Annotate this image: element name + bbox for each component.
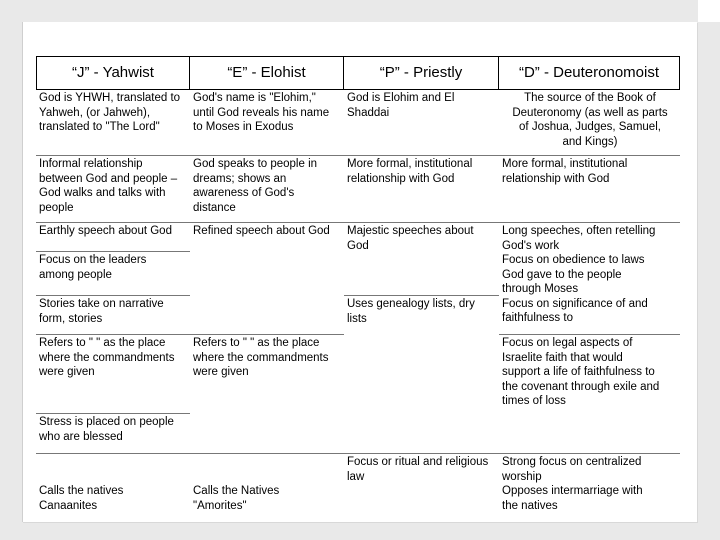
slide-corner xyxy=(698,0,720,22)
cell-j-name: God is YHWH, translated to Yahweh, (or Jahweh), translated to "The Lord" xyxy=(39,92,181,133)
cell-d-relationship: More formal, institutional relationship with God xyxy=(499,155,680,222)
cell-j-place: Refers to " " as the place where the commandments were given xyxy=(36,334,190,413)
cell-d-worship: Strong focus on centralized worship Opposes intermarriage with the natives xyxy=(499,453,680,504)
cell-p-relationship: More formal, institutional relationship with God xyxy=(344,155,499,222)
header-elohist: “E” - Elohist xyxy=(190,56,344,90)
sources-table xyxy=(36,56,680,516)
cell-j-natives: Calls the natives Canaanites xyxy=(36,453,190,504)
cell-d-speech: Long speeches, often retelling God's work Focus on obedience to laws God gave to the people through Moses Focus on significance of and faithfulness to xyxy=(499,222,680,334)
cell-d-name: The source of the Book of Deuteronomy (as well as parts of Joshua, Judges, Samuel, and Kings) xyxy=(512,92,668,148)
cell-j-blessed: Stress is placed on people who are blessed xyxy=(36,413,190,453)
cell-d-legal: Focus on legal aspects of Israelite faith that would support a life of faithfulness to the covenant through exile and times of loss xyxy=(499,334,680,413)
cell-p-speech: Majestic speeches about God xyxy=(344,222,499,251)
header-deuteronomist: “D” - Deuteronomoist xyxy=(499,56,680,90)
cell-p-name: God is Elohim and El Shaddai xyxy=(347,92,455,119)
cell-j-leaders: Focus on the leaders among people xyxy=(36,251,190,295)
cell-e-relationship: God speaks to people in dreams; shows an awareness of God's distance xyxy=(190,155,344,222)
header-yahwist: “J” - Yahwist xyxy=(36,56,190,90)
cell-j-narrative: Stories take on narrative form, stories xyxy=(36,295,190,334)
cell-e-speech: Refined speech about God xyxy=(190,222,344,251)
cell-e-name: God's name is "Elohim," until God reveals his name to Moses in Exodus xyxy=(193,92,330,133)
cell-j-relationship: Informal relationship between God and people – God walks and talks with people xyxy=(36,155,190,222)
cell-e-natives: Calls the Natives "Amorites" xyxy=(190,453,344,504)
cell-p-genealogy: Uses genealogy lists, dry lists xyxy=(344,295,499,334)
cell-p-ritual: Focus or ritual and religious law xyxy=(344,453,499,504)
cell-e-place: Refers to " " as the place where the commandments were given xyxy=(190,334,344,413)
cell-j-speech: Earthly speech about God xyxy=(36,222,190,251)
header-priestly: “P” - Priestly xyxy=(344,56,499,90)
